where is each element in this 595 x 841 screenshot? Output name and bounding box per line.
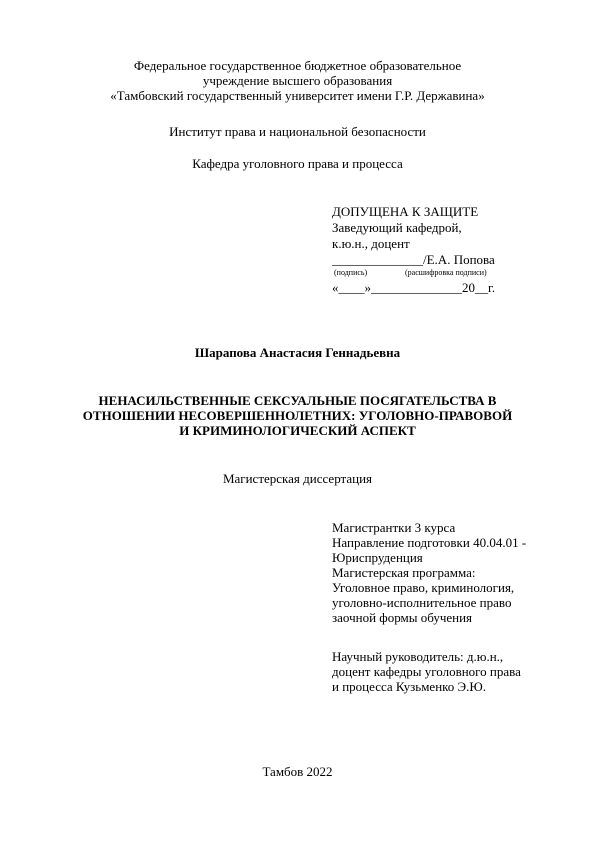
approval-role: Заведующий кафедрой, — [332, 220, 462, 235]
thesis-title — [0, 393, 595, 438]
title-line-2: ОТНОШЕНИИ НЕСОВЕРШЕННОЛЕТНИХ: УГОЛОВНО-ПРАВОВОЙ — [82, 408, 513, 423]
signature-caption: (подпись) — [334, 268, 368, 277]
title-line-1: НЕНАСИЛЬСТВЕННЫЕ СЕКСУАЛЬНЫЕ ПОСЯГАТЕЛЬСТВА В — [98, 393, 497, 408]
title-line-3: И КРИМИНОЛОГИЧЕСКИЙ АСПЕКТ — [179, 423, 416, 438]
signature-line: ______________/Е.А. Попова — [332, 252, 495, 267]
header-line-2: учреждение высшего образования — [202, 73, 393, 88]
student-info-line: заочной формы обучения — [332, 610, 473, 625]
supervisor-line: доцент кафедры уголовного права — [332, 664, 521, 679]
approval-date-line: «____»______________20__г. — [332, 280, 496, 295]
student-info-line: Направление подготовки 40.04.01 - — [332, 535, 527, 550]
approval-degree: к.ю.н., доцент — [332, 236, 410, 251]
supervisor-line: и процесса Кузьменко Э.Ю. — [332, 679, 486, 694]
work-type: Магистерская диссертация — [222, 471, 373, 486]
student-info — [332, 520, 526, 625]
department-name: Кафедра уголовного права и процесса — [192, 156, 403, 171]
header-line-1: Федеральное государственное бюджетное образовательное — [133, 58, 462, 73]
author-name: Шарапова Анастасия Геннадьевна — [194, 345, 401, 360]
decoding-caption: (расшифровка подписи) — [405, 268, 487, 277]
supervisor-line: Научный руководитель: д.ю.н., — [332, 649, 504, 664]
city-year: Тамбов 2022 — [262, 764, 333, 779]
student-info-line: Магистерская программа: — [332, 565, 476, 580]
student-info-line: Магистрантки 3 курса — [332, 520, 456, 535]
supervisor-info — [332, 649, 521, 694]
student-info-line: Уголовное право, криминология, — [332, 580, 515, 595]
university-header — [0, 58, 595, 103]
student-info-line: уголовно-исполнительное право — [332, 595, 512, 610]
approval-title: ДОПУЩЕНА К ЗАЩИТЕ — [332, 204, 479, 219]
header-line-3: «Тамбовский государственный университет имени Г.Р. Державина» — [110, 88, 485, 103]
student-info-line: Юриспруденция — [332, 550, 423, 565]
institute-name: Институт права и национальной безопасности — [169, 124, 426, 139]
